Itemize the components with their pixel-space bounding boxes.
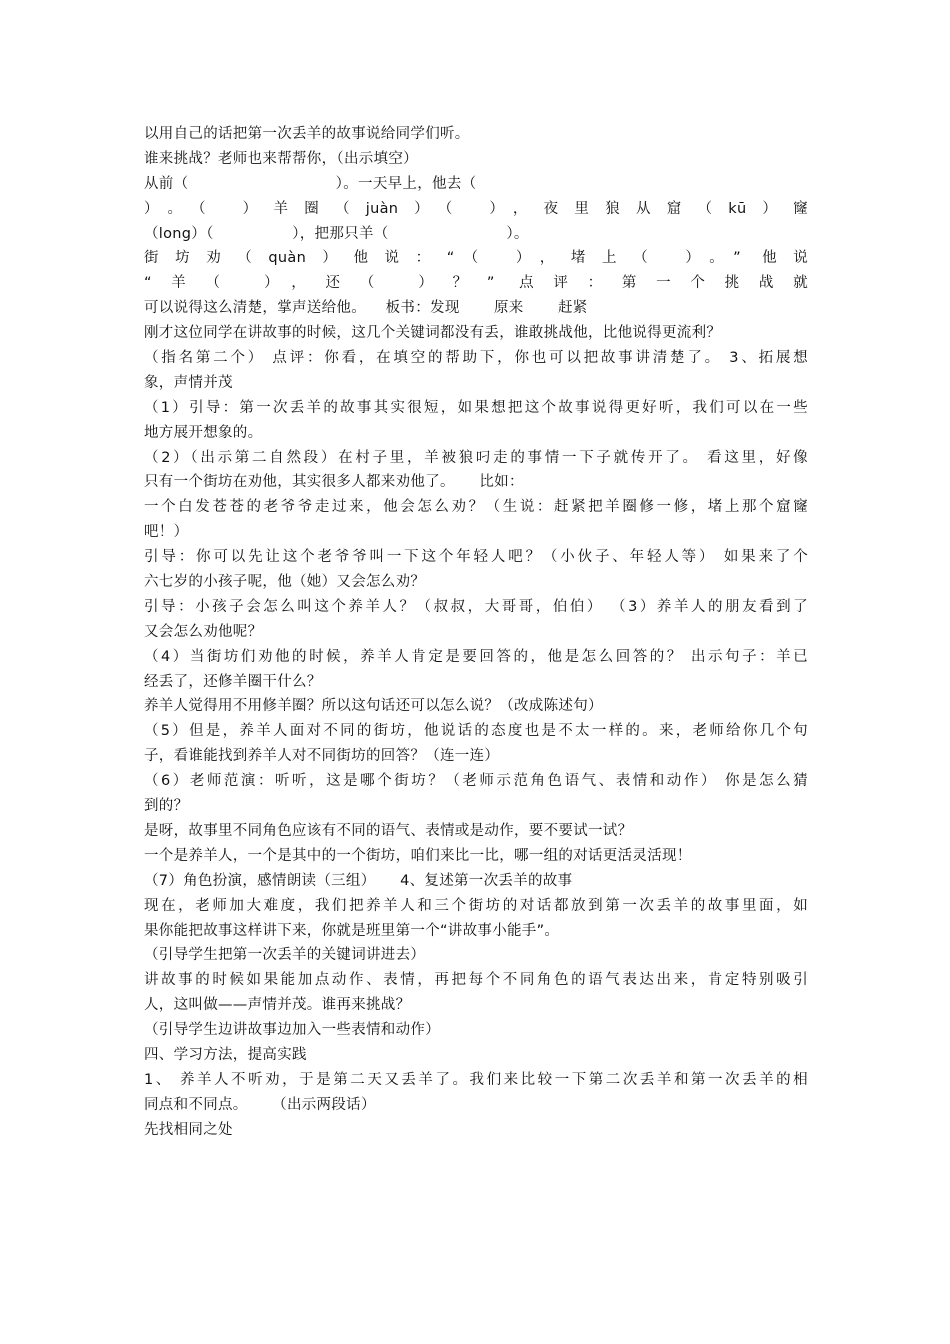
text-line-13: 地方展开想象的。 <box>144 424 263 441</box>
text-line-40: 同点和不同点。 （出示两段话） <box>144 1096 376 1113</box>
text-line-9: 刚才这位同学在讲故事的时候，这几个关键词都没有丢，谁敢挑战他，比他说得更流利？ <box>144 325 722 342</box>
text-line-4: ）。（ ）羊圈（juàn）（ ），夜里狼从窟（kū）窿 <box>144 200 808 217</box>
text-line-34: （引导学生把第一次丢羊的关键词讲进去） <box>144 947 426 964</box>
text-line-25: （5）但是，养羊人面对不同的街坊，他说话的态度也是不太一样的。来，老师给你几个句 <box>144 723 808 740</box>
text-line-21: 又会怎么劝他呢？ <box>144 623 263 640</box>
document-body <box>144 122 808 1143</box>
text-line-8: 可以说得这么清楚，掌声送给他。 板书：发现 原来 赶紧 <box>144 300 588 317</box>
text-line-29: 是呀，故事里不同角色应该有不同的语气、表情或是动作，要不要试一试？ <box>144 822 633 839</box>
text-line-7: “羊（ ），还（ ）？” 点评：第一个挑战就 <box>144 275 808 292</box>
text-line-28: 到的？ <box>144 798 189 815</box>
text-line-14: （2）（出示第二自然段）在村子里，羊被狼叼走的事情一下子就传开了。 看这里，好像 <box>144 449 808 466</box>
text-line-22: （4）当街坊们劝他的时候，养羊人肯定是要回答的，他是怎么回答的？ 出示句子：羊已 <box>144 648 808 665</box>
text-line-18: 引导：你可以先让这个老爷爷叫一下这个年轻人吧？（小伙子、年轻人等） 如果来了个 <box>144 549 808 566</box>
text-line-36: 人，这叫做——声情并茂。谁再来挑战？ <box>144 997 411 1014</box>
text-line-16: 一个白发苍苍的老爷爷走过来，他会怎么劝？（生说：赶紧把羊圈修一修，堵上那个窟窿 <box>144 499 808 516</box>
text-line-15: 只有一个街坊在劝他，其实很多人都来劝他了。 比如： <box>144 474 524 491</box>
text-line-39: 1、 养羊人不听劝，于是第二天又丢羊了。我们来比较一下第二次丢羊和第一次丢羊的相 <box>144 1071 808 1088</box>
text-line-30: 一个是养羊人，一个是其中的一个街坊，咱们来比一比，哪一组的对话更活灵活现！ <box>144 847 692 864</box>
text-line-23: 经丢了，还修羊圈干什么？ <box>144 673 322 690</box>
text-line-3: 从前（ ）。一天早上，他去（ <box>144 175 477 192</box>
text-line-32: 现在，老师加大难度，我们把养羊人和三个街坊的对话都放到第一次丢羊的故事里面，如 <box>144 897 808 914</box>
text-line-2: 谁来挑战？老师也来帮帮你，（出示填空） <box>144 150 418 167</box>
text-line-1: 以用自己的话把第一次丢羊的故事说给同学们听。 <box>144 126 470 142</box>
text-line-17: 吧！） <box>144 524 189 541</box>
text-line-19: 六七岁的小孩子呢，他（她）又会怎么劝？ <box>144 574 426 591</box>
text-line-33: 果你能把故事这样讲下来，你就是班里第一个“讲故事小能手”。 <box>144 922 560 939</box>
text-line-20: 引导：小孩子会怎么叫这个养羊人？（叔叔，大哥哥，伯伯） （3）养羊人的朋友看到了 <box>144 598 808 615</box>
text-line-10: （指名第二个） 点评：你看，在填空的帮助下，你也可以把故事讲清楚了。 3、拓展想 <box>144 350 808 367</box>
text-line-37: （引导学生边讲故事边加入一些表情和动作） <box>144 1022 440 1039</box>
section-heading: 四、学习方法，提高实践 <box>144 1046 307 1063</box>
text-line-26: 子，看谁能找到养羊人对不同街坊的回答？（连一连） <box>144 748 500 765</box>
text-line-24: 养羊人觉得用不用修羊圈？所以这句话还可以怎么说？（改成陈述句） <box>144 698 603 715</box>
text-line-31: （7）角色扮演，感情朗读（三组） 4、复述第一次丢羊的故事 <box>144 872 573 889</box>
text-line-5: （long）（ ），把那只羊（ ）。 <box>144 225 529 242</box>
text-line-41: 先找相同之处 <box>144 1121 233 1138</box>
text-line-6: 街坊劝（quàn）他说：“（ ），堵上（ ）。” 他说 <box>144 250 808 267</box>
text-line-27: （6）老师范演：听听，这是哪个街坊？（老师示范角色语气、表情和动作） 你是怎么猜 <box>144 773 808 790</box>
text-line-35: 讲故事的时候如果能加点动作、表情，再把每个不同角色的语气表达出来，肯定特别吸引 <box>144 972 808 989</box>
text-line-12: （1）引导：第一次丢羊的故事其实很短，如果想把这个故事说得更好听，我们可以在一些 <box>144 399 808 416</box>
text-line-11: 象，声情并茂 <box>144 374 233 391</box>
